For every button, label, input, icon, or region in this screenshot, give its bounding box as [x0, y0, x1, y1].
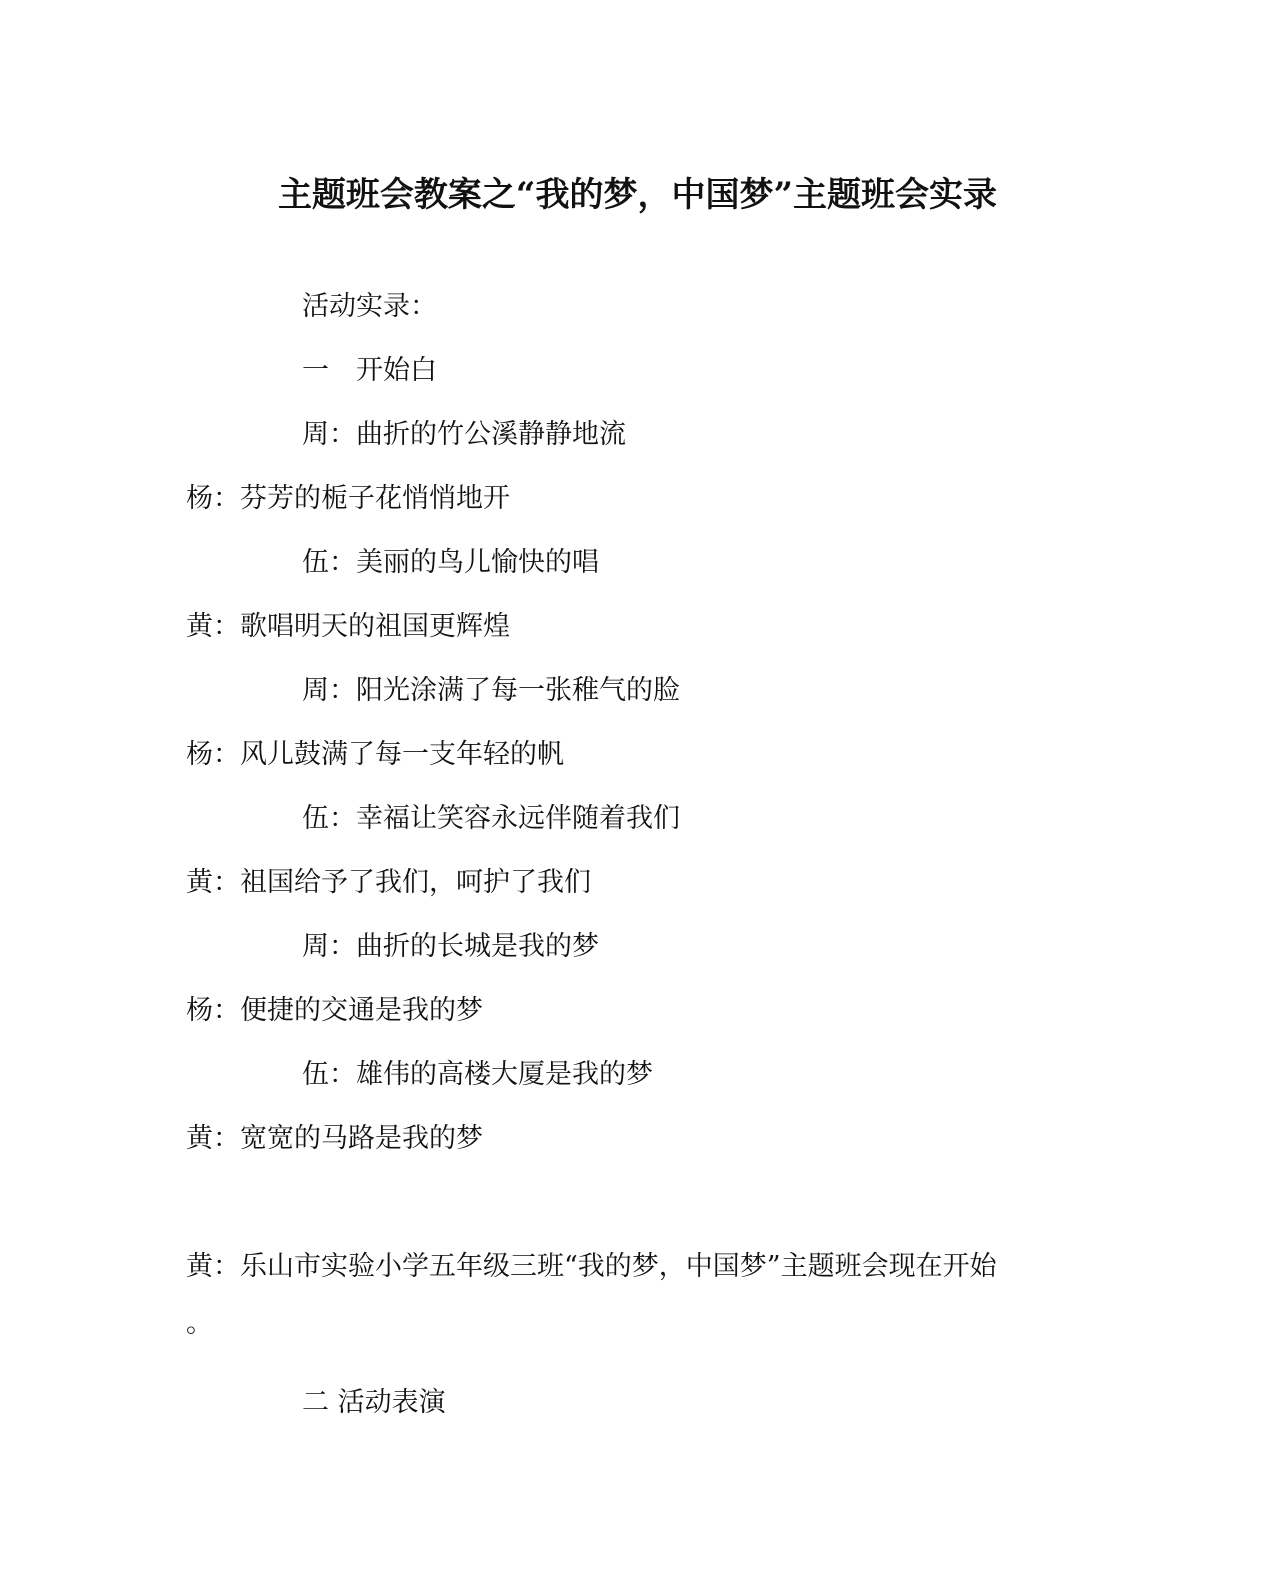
document-title: 主题班会教案之“我的梦，中国梦”主题班会实录: [277, 175, 998, 215]
section-heading-opening: 一 开始白: [302, 355, 437, 386]
dialogue-line: 周：曲折的竹公溪静静地流: [302, 419, 626, 450]
dialogue-line-announcement: 黄：乐山市实验小学五年级三班“我的梦，中国梦”主题班会现在开始: [186, 1251, 997, 1282]
dialogue-line: 杨：风儿鼓满了每一支年轻的帆: [186, 739, 564, 770]
dialogue-line: 杨：芬芳的栀子花悄悄地开: [186, 483, 510, 514]
dialogue-line: 伍：雄伟的高楼大厦是我的梦: [302, 1059, 653, 1090]
dialogue-line: 杨：便捷的交通是我的梦: [186, 995, 483, 1026]
dialogue-line: 周：阳光涂满了每一张稚气的脸: [302, 675, 680, 706]
dialogue-line: 黄：祖国给予了我们，呵护了我们: [186, 867, 591, 898]
document-body: [186, 280, 1066, 1440]
dialogue-line: 黄：歌唱明天的祖国更辉煌: [186, 611, 510, 642]
section-label-activity-record: 活动实录：: [302, 291, 437, 322]
blank-line: [186, 1176, 1066, 1240]
wrapped-punctuation: 。: [186, 1308, 213, 1339]
dialogue-line: 周：曲折的长城是我的梦: [302, 931, 599, 962]
dialogue-line: 伍：幸福让笑容永远伴随着我们: [302, 803, 680, 834]
section-heading-performance: 二 活动表演: [302, 1387, 446, 1418]
dialogue-line: 黄：宽宽的马路是我的梦: [186, 1123, 483, 1154]
dialogue-line: 伍：美丽的鸟儿愉快的唱: [302, 547, 599, 578]
